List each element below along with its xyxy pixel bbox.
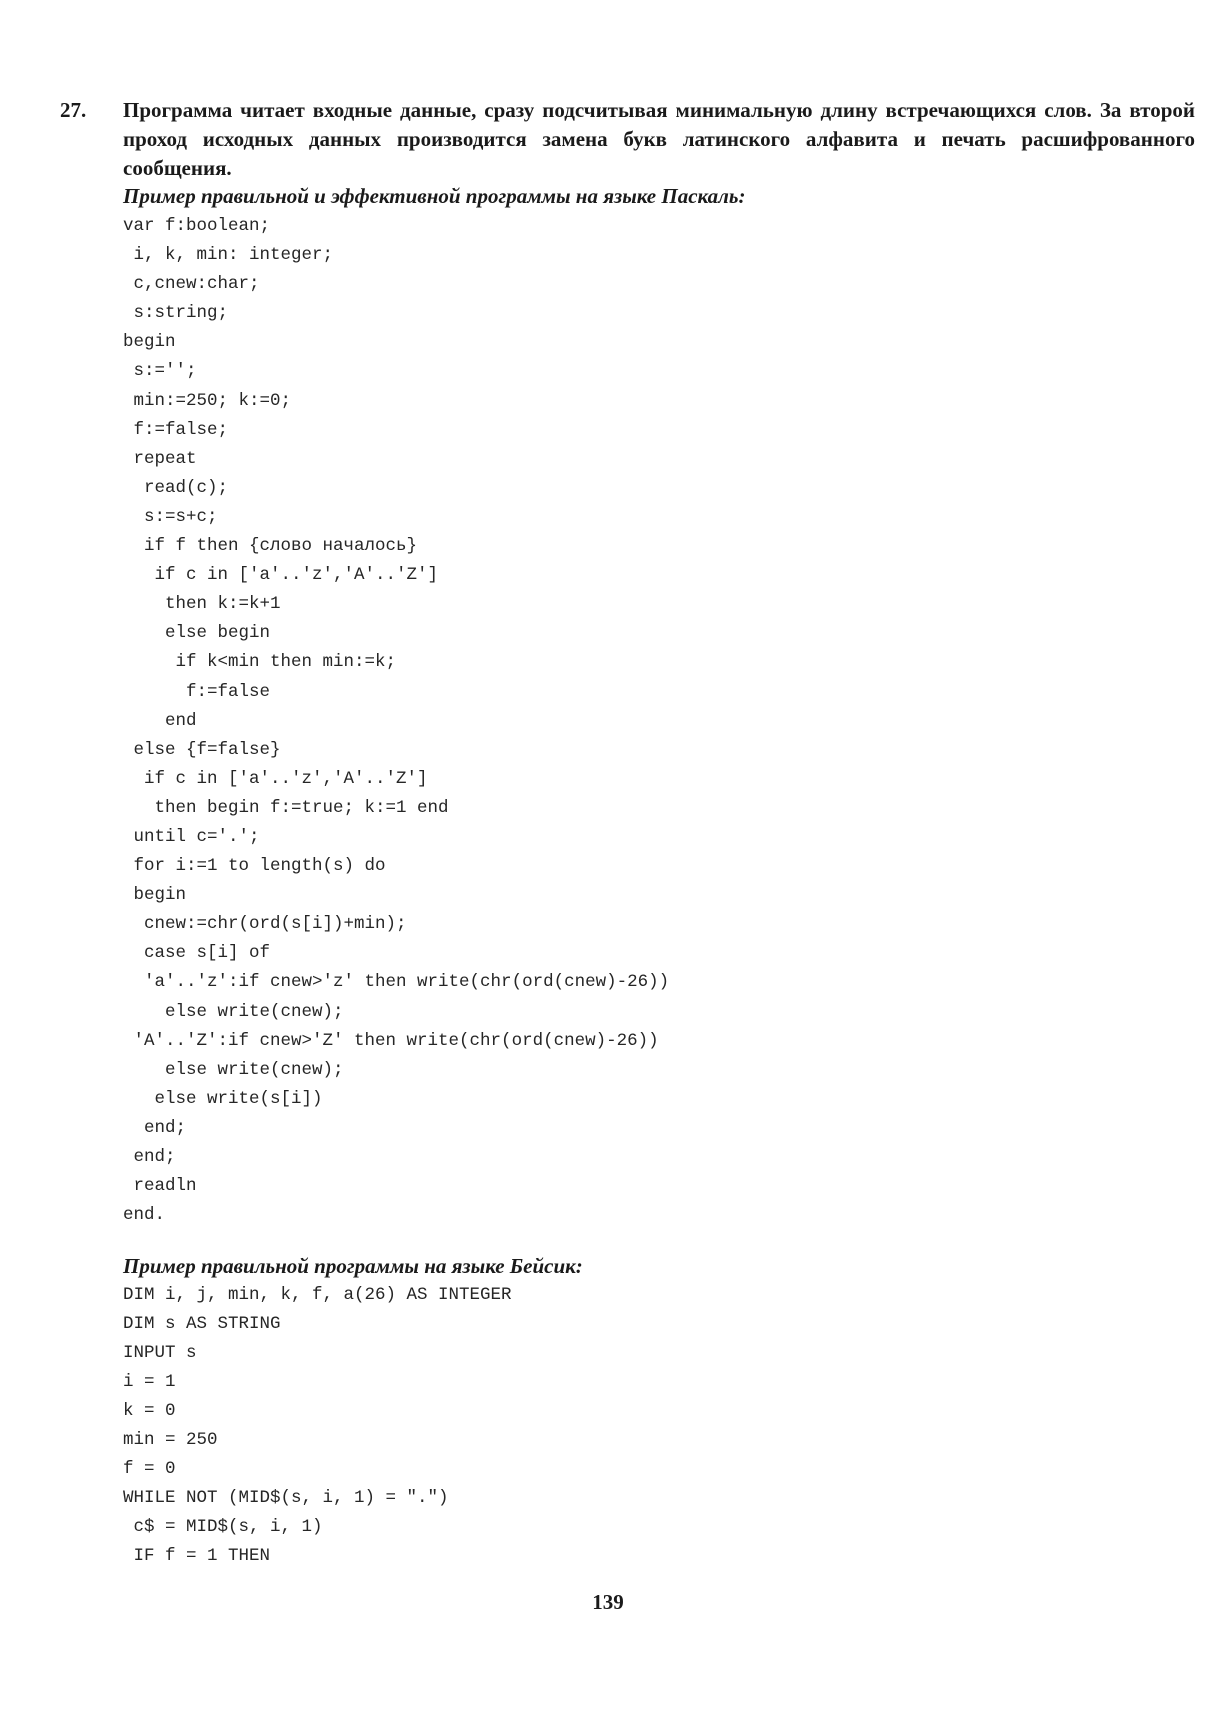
code-line: repeat <box>123 448 197 469</box>
basic-code-listing <box>123 1281 512 1571</box>
code-line: end <box>123 710 197 731</box>
code-line: s:=''; <box>123 361 197 382</box>
code-line: f:=false <box>123 681 271 702</box>
code-line: f = 0 <box>123 1459 176 1479</box>
code-line: for i:=1 to length(s) do <box>123 856 386 877</box>
code-line: var f:boolean; <box>123 216 271 236</box>
code-line: then k:=k+1 <box>123 594 281 615</box>
code-line: 'a'..'z':if cnew>'z' then write(chr(ord(cnew)-26)) <box>123 972 670 993</box>
page-number: 139 <box>592 1590 624 1614</box>
code-line: s:=s+c; <box>123 506 218 527</box>
pascal-code-listing <box>123 212 669 1230</box>
code-line: else write(cnew); <box>123 1059 344 1080</box>
code-line: min = 250 <box>123 1430 218 1450</box>
code-line: end; <box>123 1117 187 1138</box>
code-line: else begin <box>123 623 271 644</box>
code-line: min:=250; k:=0; <box>123 390 292 411</box>
code-line: else write(cnew); <box>123 1001 344 1022</box>
code-line: if c in ['a'..'z','A'..'Z'] <box>123 565 439 586</box>
code-line: read(c); <box>123 477 229 498</box>
code-line: INPUT s <box>123 1343 197 1363</box>
code-line: end; <box>123 1147 176 1167</box>
code-line: DIM s AS STRING <box>123 1314 281 1334</box>
code-line: if k<min then min:=k; <box>123 652 397 673</box>
code-line: cnew:=chr(ord(s[i])+min); <box>123 914 407 935</box>
code-line: then begin f:=true; k:=1 end <box>123 797 449 818</box>
task-number: 27. <box>60 98 87 122</box>
basic-heading: Пример правильной программы на языке Бейсик: <box>123 1254 583 1278</box>
code-line: i = 1 <box>123 1372 176 1392</box>
code-line: DIM i, j, min, k, f, a(26) AS INTEGER <box>123 1285 512 1305</box>
code-line: else {f=false} <box>123 739 281 760</box>
code-line: f:=false; <box>123 419 229 440</box>
code-line: 'A'..'Z':if cnew>'Z' then write(chr(ord(cnew)-26)) <box>123 1030 659 1051</box>
code-line: case s[i] of <box>123 943 271 964</box>
code-line: i, k, min: integer; <box>123 245 334 266</box>
code-line: end. <box>123 1205 166 1226</box>
task-description: Программа читает входные данные, сразу подсчитывая минимальную длину встречающихся слов. За второй проход исходных данных производится замена букв латинского алфавита и печать расшифрованного сообщения. <box>123 98 1195 180</box>
code-line: begin <box>123 885 187 906</box>
code-line: if c in ['a'..'z','A'..'Z'] <box>123 768 428 789</box>
code-line: s:string; <box>123 303 229 324</box>
code-line: IF f = 1 THEN <box>123 1546 271 1566</box>
code-line: if f then {слово началось} <box>123 536 418 557</box>
code-line: readln <box>123 1176 197 1197</box>
code-line: k = 0 <box>123 1401 176 1421</box>
code-line: begin <box>123 332 176 353</box>
code-line: until c='.'; <box>123 826 260 847</box>
code-line: c,cnew:char; <box>123 274 260 295</box>
pascal-heading: Пример правильной и эффективной программы на языке Паскаль: <box>123 184 746 208</box>
code-line: WHILE NOT (MID$(s, i, 1) = ".") <box>123 1488 449 1508</box>
code-line: c$ = MID$(s, i, 1) <box>123 1517 323 1537</box>
code-line: else write(s[i]) <box>123 1088 323 1109</box>
